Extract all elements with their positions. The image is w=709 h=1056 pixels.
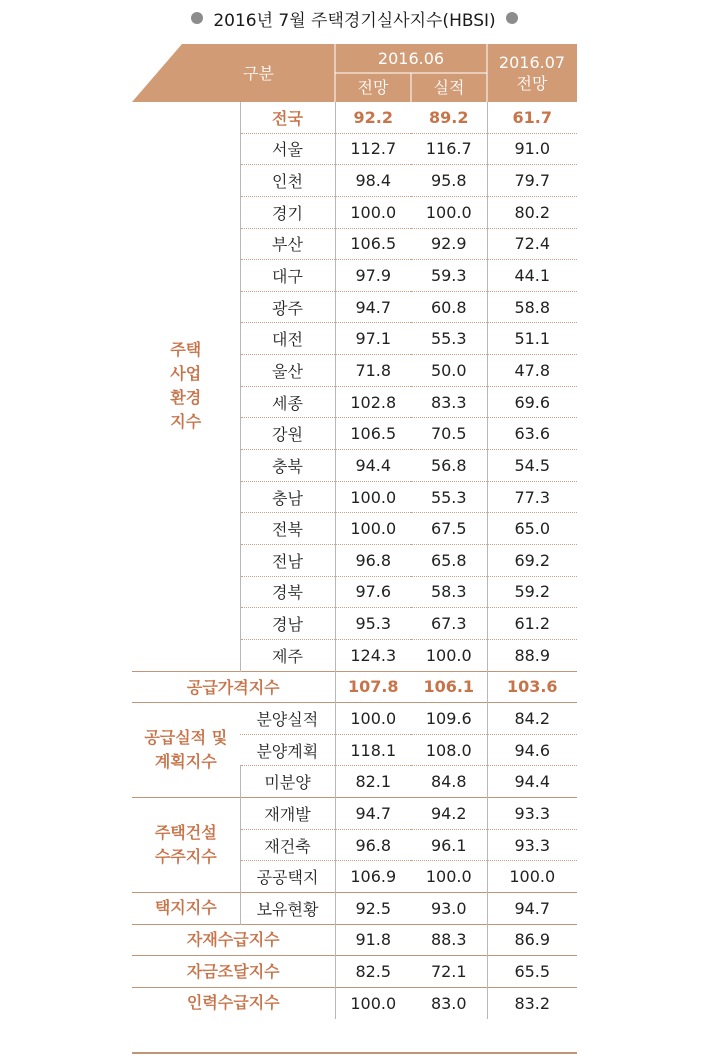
region-label: 제주	[240, 639, 335, 671]
value-cell: 70.5	[411, 418, 487, 450]
section-supply-price: 공급가격지수	[132, 671, 335, 703]
table-row	[132, 956, 577, 988]
value-cell: 61.7	[512, 107, 552, 127]
header-period-2	[487, 46, 577, 100]
value-cell: 79.7	[487, 165, 577, 197]
header-period-2-date: 2016.07	[498, 53, 566, 72]
value-cell: 94.4	[335, 450, 411, 482]
table-row	[132, 893, 577, 925]
section-land: 택지지수	[132, 893, 240, 925]
value-cell: 84.2	[487, 703, 577, 735]
value-cell: 100.0	[335, 196, 411, 228]
value-cell: 91.0	[487, 133, 577, 165]
value-cell: 89.2	[411, 102, 487, 133]
hbsi-table	[132, 102, 577, 1019]
value-cell: 93.0	[411, 893, 487, 925]
value-cell: 92.5	[335, 893, 411, 925]
header-forecast-2: 전망	[516, 74, 548, 93]
value-cell: 95.3	[335, 608, 411, 640]
region-label: 경북	[240, 576, 335, 608]
table-row	[132, 703, 577, 735]
header-forecast-1: 전망	[357, 78, 389, 97]
region-label: 울산	[240, 355, 335, 387]
value-cell: 94.7	[335, 798, 411, 830]
table-row	[132, 671, 577, 703]
value-cell: 55.3	[411, 481, 487, 513]
section-label-line: 사업	[170, 364, 202, 384]
table-header	[132, 44, 577, 102]
value-cell: 102.8	[335, 386, 411, 418]
value-cell: 65.0	[487, 513, 577, 545]
region-label: 경기	[240, 196, 335, 228]
value-cell: 96.8	[335, 829, 411, 861]
section-labor: 인력수급지수	[132, 987, 335, 1018]
value-cell: 94.4	[487, 766, 577, 798]
value-cell: 124.3	[335, 639, 411, 671]
value-cell: 106.5	[335, 418, 411, 450]
section-funding: 자금조달지수	[132, 956, 335, 988]
value-cell: 83.0	[411, 987, 487, 1018]
value-cell: 91.8	[335, 924, 411, 956]
value-cell: 93.3	[487, 829, 577, 861]
value-cell: 94.2	[411, 798, 487, 830]
table-row	[132, 102, 577, 133]
value-cell: 100.0	[335, 481, 411, 513]
item-label: 분양실적	[240, 703, 335, 735]
value-cell: 54.5	[487, 450, 577, 482]
value-cell: 94.6	[487, 734, 577, 766]
value-cell: 67.5	[411, 513, 487, 545]
section-housing-env	[132, 102, 240, 671]
value-cell: 100.0	[411, 861, 487, 893]
value-cell: 97.1	[335, 323, 411, 355]
value-cell: 97.6	[335, 576, 411, 608]
value-cell: 58.3	[411, 576, 487, 608]
item-label: 재개발	[240, 798, 335, 830]
header-period-1: 2016.06	[377, 49, 445, 68]
value-cell: 44.1	[487, 260, 577, 292]
title-text: 2016년 7월 주택경기실사지수(HBSI)	[213, 10, 496, 31]
region-label: 전남	[240, 544, 335, 576]
value-cell: 107.8	[335, 671, 411, 703]
region-label: 대구	[240, 260, 335, 292]
region-label: 충북	[240, 450, 335, 482]
value-cell: 92.2	[353, 107, 393, 127]
item-label: 공공택지	[240, 861, 335, 893]
region-label: 세종	[240, 386, 335, 418]
section-label-line: 주택건설	[154, 823, 217, 843]
region-label: 인천	[240, 165, 335, 197]
region-label: 부산	[240, 228, 335, 260]
value-cell: 118.1	[335, 734, 411, 766]
value-cell: 108.0	[411, 734, 487, 766]
value-cell: 77.3	[487, 481, 577, 513]
region-label: 대전	[240, 323, 335, 355]
value-cell: 106.1	[411, 671, 487, 703]
value-cell: 83.2	[487, 987, 577, 1018]
section-supply-plan	[132, 703, 240, 798]
value-cell: 59.2	[487, 576, 577, 608]
value-cell: 82.1	[335, 766, 411, 798]
value-cell: 88.9	[487, 639, 577, 671]
region-label: 경남	[240, 608, 335, 640]
section-construction	[132, 798, 240, 893]
value-cell: 60.8	[411, 291, 487, 323]
value-cell: 95.8	[411, 165, 487, 197]
value-cell: 61.2	[487, 608, 577, 640]
value-cell: 103.6	[487, 671, 577, 703]
value-cell: 69.2	[487, 544, 577, 576]
value-cell: 56.8	[411, 450, 487, 482]
section-label-line: 공급실적 및	[144, 728, 228, 748]
region-label: 전북	[240, 513, 335, 545]
value-cell: 83.3	[411, 386, 487, 418]
value-cell: 72.4	[487, 228, 577, 260]
value-cell: 65.8	[411, 544, 487, 576]
value-cell: 100.0	[487, 861, 577, 893]
section-label-line: 환경	[170, 388, 202, 408]
value-cell: 72.1	[411, 956, 487, 988]
table-row	[132, 798, 577, 830]
item-label: 미분양	[240, 766, 335, 798]
table-bottom-rule	[132, 1052, 577, 1054]
value-cell: 96.1	[411, 829, 487, 861]
table-row	[132, 924, 577, 956]
value-cell: 97.9	[335, 260, 411, 292]
value-cell: 86.9	[487, 924, 577, 956]
page-title	[0, 6, 709, 30]
value-cell: 67.3	[411, 608, 487, 640]
value-cell: 100.0	[411, 639, 487, 671]
bullet-dot-icon	[191, 12, 203, 24]
value-cell: 98.4	[335, 165, 411, 197]
section-label-line: 주택	[170, 340, 202, 360]
region-label: 강원	[240, 418, 335, 450]
section-label-line: 계획지수	[154, 752, 217, 772]
item-label: 분양계획	[240, 734, 335, 766]
value-cell: 106.9	[335, 861, 411, 893]
value-cell: 100.0	[411, 196, 487, 228]
value-cell: 82.5	[335, 956, 411, 988]
region-label: 전국	[240, 102, 335, 133]
value-cell: 116.7	[411, 133, 487, 165]
value-cell: 100.0	[335, 987, 411, 1018]
value-cell: 94.7	[487, 893, 577, 925]
value-cell: 58.8	[487, 291, 577, 323]
header-actual-1: 실적	[433, 78, 465, 97]
value-cell: 84.8	[411, 766, 487, 798]
section-label-line: 지수	[170, 412, 202, 432]
value-cell: 63.6	[487, 418, 577, 450]
value-cell: 93.3	[487, 798, 577, 830]
value-cell: 51.1	[487, 323, 577, 355]
value-cell: 50.0	[411, 355, 487, 387]
value-cell: 55.3	[411, 323, 487, 355]
item-label: 보유현황	[240, 893, 335, 925]
value-cell: 80.2	[487, 196, 577, 228]
value-cell: 100.0	[335, 513, 411, 545]
value-cell: 106.5	[335, 228, 411, 260]
section-materials: 자재수급지수	[132, 924, 335, 956]
value-cell: 65.5	[487, 956, 577, 988]
value-cell: 109.6	[411, 703, 487, 735]
value-cell: 69.6	[487, 386, 577, 418]
value-cell: 112.7	[335, 133, 411, 165]
header-gubun: 구분	[243, 63, 274, 83]
table-row	[132, 987, 577, 1018]
value-cell: 71.8	[335, 355, 411, 387]
item-label: 재건축	[240, 829, 335, 861]
value-cell: 100.0	[335, 703, 411, 735]
bullet-dot-icon	[506, 12, 518, 24]
value-cell: 88.3	[411, 924, 487, 956]
section-label-line: 수주지수	[154, 847, 217, 867]
region-label: 광주	[240, 291, 335, 323]
value-cell: 92.9	[411, 228, 487, 260]
value-cell: 47.8	[487, 355, 577, 387]
region-label: 서울	[240, 133, 335, 165]
region-label: 충남	[240, 481, 335, 513]
value-cell: 94.7	[335, 291, 411, 323]
value-cell: 59.3	[411, 260, 487, 292]
value-cell: 96.8	[335, 544, 411, 576]
